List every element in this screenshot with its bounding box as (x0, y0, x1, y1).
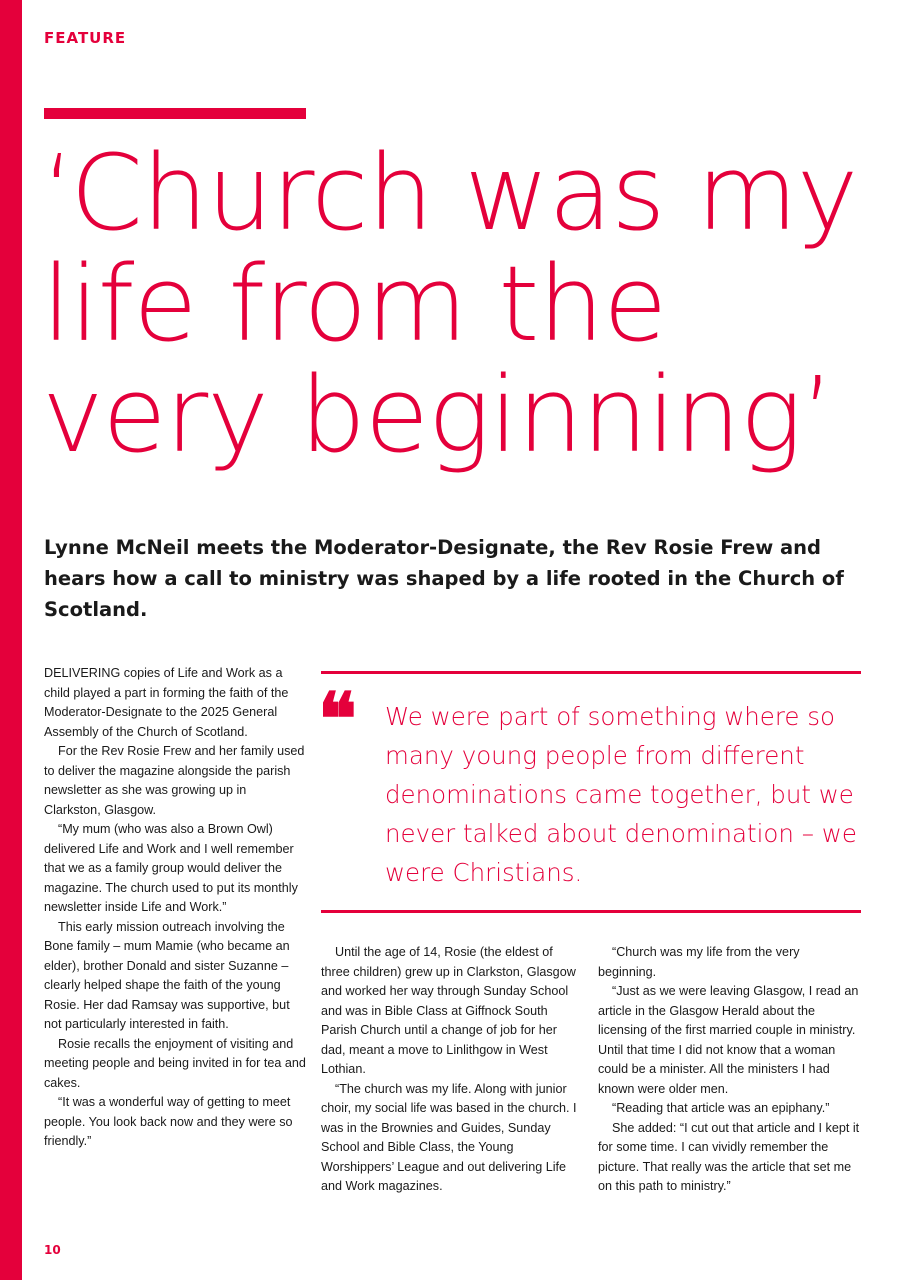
headline: ‘Church was my life from the very beginning’ (42, 132, 858, 476)
pullquote-text: We were part of something where so many young people from different denominations came together, but we never talked about denomination – we were Christians. (385, 702, 857, 887)
paragraph: “My mum (who was also a Brown Owl) delivered Life and Work and I well remember that we as a family group would deliver the magazine. The church used to put its monthly newsletter inside Life and Work.” (44, 822, 298, 914)
section-label: FEATURE (44, 29, 127, 47)
paragraph: For the Rev Rosie Frew and her family used to deliver the magazine alongside the parish newsletter as she was growing up in Clarkston, Glasgow. (44, 744, 305, 817)
paragraph: “Reading that article was an epiphany.” (612, 1101, 830, 1115)
paragraph: “The church was my life. Along with junior choir, my social life was based in the church. I was in the Brownies and Guides, Sunday School and Bible Class, the Young Worshippers’ League and out delivering Life and Work magazines. (321, 1081, 577, 1193)
quote-mark-icon: ❝ (318, 676, 357, 761)
article-column-2 (321, 943, 583, 1197)
left-accent-bar (0, 0, 22, 1280)
paragraph: “Just as we were leaving Glasgow, I read an article in the Glasgow Herald about the licensing of the first married couple in ministry. Until that time I did not know that a woman could be a minister. All the ministers I had known were older men. (598, 984, 859, 1096)
paragraph: DELIVERING copies of Life and Work as a child played a part in forming the faith of the Moderator-Designate to the 2025 General Assembly of the Church of Scotland. (44, 666, 289, 739)
paragraph: “It was a wonderful way of getting to meet people. You look back now and they were so friendly.” (44, 1095, 293, 1148)
paragraph: She added: “I cut out that article and I kept it for some time. I can vividly remember the picture. That really was the article that set me on this path to ministry.” (598, 1120, 860, 1193)
pullquote-bottom-rule (321, 910, 861, 913)
page-number: 10 (44, 1243, 61, 1257)
paragraph: This early mission outreach involving the Bone family – mum Mamie (who became an elder), brother Donald and sister Suzanne – clearly helped shape the faith of the young Rosie. Her dad Ramsay was supportive, but not particularly interested in faith. (44, 919, 290, 1031)
paragraph: Until the age of 14, Rosie (the eldest of three children) grew up in Clarkston, Glasgow and worked her way through Sunday School and was in Bible Class at Giffnock South Parish Church until a change of job for her dad, meant a move to Linlithgow in West Lothian. (321, 945, 576, 1076)
paragraph: “Church was my life from the very beginning. (598, 945, 800, 979)
article-column-1 (44, 664, 306, 1152)
paragraph: Rosie recalls the enjoyment of visiting and meeting people and being invited in for tea and cakes. (44, 1036, 306, 1090)
standfirst: Lynne McNeil meets the Moderator-Designate, the Rev Rosie Frew and hears how a call to ministry was shaped by a life rooted in the Church of Scotland. (44, 536, 844, 621)
article-column-3 (598, 943, 860, 1197)
title-rule (44, 108, 306, 119)
pullquote-top-rule (321, 671, 861, 674)
